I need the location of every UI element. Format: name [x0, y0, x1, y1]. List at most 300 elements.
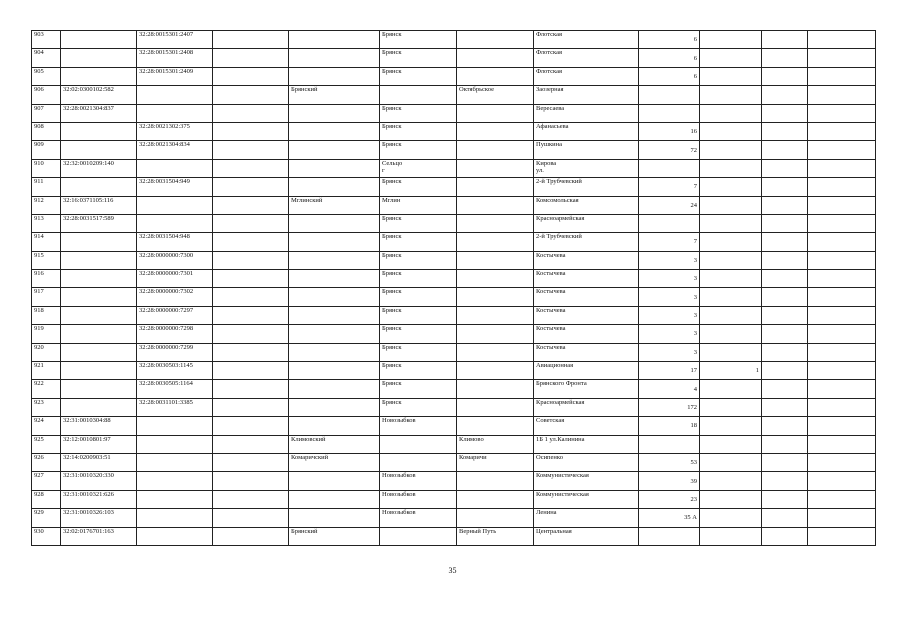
- city-cell: Новозыбков: [380, 417, 457, 435]
- flat-cell: [762, 104, 808, 122]
- cadastral-number-land-cell: [61, 270, 137, 288]
- table-row: [32, 490, 876, 508]
- city-cell: Брянск: [380, 31, 457, 49]
- note-cell: [808, 398, 876, 416]
- flat-cell: [762, 509, 808, 527]
- house-cell: 72: [639, 141, 700, 159]
- house-cell: 3: [639, 270, 700, 288]
- city-cell: Брянск: [380, 178, 457, 196]
- building-cell: [700, 214, 762, 232]
- flat-cell: [762, 86, 808, 104]
- city-cell: Брянск: [380, 104, 457, 122]
- cadastral-number-building-cell: 32:28:0021304:834: [137, 141, 213, 159]
- settlement-cell: [457, 104, 534, 122]
- street-cell: Авиационная: [534, 362, 639, 380]
- settlement-cell: [457, 251, 534, 269]
- district-cell: [289, 490, 380, 508]
- settlement-cell: [457, 380, 534, 398]
- flat-cell: [762, 435, 808, 453]
- settlement-cell: [457, 472, 534, 490]
- district-cell: [289, 159, 380, 177]
- building-cell: [700, 288, 762, 306]
- house-cell: [639, 159, 700, 177]
- row-number-cell: 923: [32, 398, 61, 416]
- building-cell: [700, 472, 762, 490]
- table-row: [32, 325, 876, 343]
- building-cell: [700, 141, 762, 159]
- city-cell: [380, 435, 457, 453]
- table-row: [32, 417, 876, 435]
- cadastral-number-building-cell: 32:28:0000000:7300: [137, 251, 213, 269]
- row-number-cell: 903: [32, 31, 61, 49]
- building-cell: [700, 509, 762, 527]
- col-empty-1-cell: [213, 31, 289, 49]
- cadastral-number-land-cell: [61, 398, 137, 416]
- district-cell: [289, 141, 380, 159]
- settlement-cell: [457, 141, 534, 159]
- house-cell: 3: [639, 306, 700, 324]
- col-empty-1-cell: [213, 527, 289, 545]
- cadastral-number-land-cell: [61, 251, 137, 269]
- table-row: [32, 159, 876, 177]
- cadastral-number-land-cell: [61, 362, 137, 380]
- district-cell: [289, 31, 380, 49]
- building-cell: [700, 67, 762, 85]
- cadastral-number-building-cell: 32:28:0030505:1164: [137, 380, 213, 398]
- house-cell: 7: [639, 233, 700, 251]
- page-number: 35: [448, 566, 457, 575]
- note-cell: [808, 141, 876, 159]
- house-cell: 4: [639, 380, 700, 398]
- city-cell: Брянск: [380, 398, 457, 416]
- cadastral-number-land-cell: 32:31:0010320:330: [61, 472, 137, 490]
- col-empty-1-cell: [213, 196, 289, 214]
- table-row: [32, 214, 876, 232]
- table-row: [32, 233, 876, 251]
- cadastral-number-building-cell: 32:28:0000000:7299: [137, 343, 213, 361]
- building-cell: [700, 159, 762, 177]
- row-number-cell: 913: [32, 214, 61, 232]
- district-cell: [289, 214, 380, 232]
- house-cell: 18: [639, 417, 700, 435]
- cadastral-number-land-cell: [61, 141, 137, 159]
- row-number-cell: 915: [32, 251, 61, 269]
- street-cell: Афанасьева: [534, 122, 639, 140]
- city-cell: [380, 527, 457, 545]
- settlement-cell: [457, 362, 534, 380]
- house-cell: 3: [639, 343, 700, 361]
- building-cell: [700, 178, 762, 196]
- house-cell: 3: [639, 251, 700, 269]
- street-cell: Костычева: [534, 251, 639, 269]
- cadastral-number-land-cell: 32:31:0010321:626: [61, 490, 137, 508]
- street-cell: Пушкина: [534, 141, 639, 159]
- city-cell: Брянск: [380, 49, 457, 67]
- row-number-cell: 925: [32, 435, 61, 453]
- col-empty-1-cell: [213, 159, 289, 177]
- col-empty-1-cell: [213, 325, 289, 343]
- table-row: [32, 343, 876, 361]
- table-row: [32, 122, 876, 140]
- row-number-cell: 920: [32, 343, 61, 361]
- building-cell: [700, 233, 762, 251]
- table-row: [32, 86, 876, 104]
- table-row: [32, 178, 876, 196]
- building-cell: [700, 527, 762, 545]
- district-cell: [289, 233, 380, 251]
- city-cell: Брянск: [380, 325, 457, 343]
- row-number-cell: 905: [32, 67, 61, 85]
- cadastral-number-building-cell: [137, 453, 213, 471]
- house-cell: 53: [639, 453, 700, 471]
- settlement-cell: [457, 159, 534, 177]
- building-cell: [700, 435, 762, 453]
- flat-cell: [762, 178, 808, 196]
- street-cell: Костычева: [534, 288, 639, 306]
- note-cell: [808, 509, 876, 527]
- register-table: [31, 30, 876, 546]
- col-empty-1-cell: [213, 270, 289, 288]
- street-cell: Флотская: [534, 67, 639, 85]
- city-cell: [380, 86, 457, 104]
- col-empty-1-cell: [213, 214, 289, 232]
- settlement-cell: [457, 214, 534, 232]
- note-cell: [808, 122, 876, 140]
- cadastral-number-land-cell: 32:14:0200903:51: [61, 453, 137, 471]
- district-cell: [289, 178, 380, 196]
- row-number-cell: 918: [32, 306, 61, 324]
- row-number-cell: 926: [32, 453, 61, 471]
- cadastral-number-building-cell: 32:28:0000000:7297: [137, 306, 213, 324]
- house-cell: 16: [639, 122, 700, 140]
- city-cell: Брянск: [380, 288, 457, 306]
- note-cell: [808, 178, 876, 196]
- street-cell: Ленина: [534, 509, 639, 527]
- table-row: [32, 472, 876, 490]
- row-number-cell: 911: [32, 178, 61, 196]
- table-row: [32, 509, 876, 527]
- cadastral-number-land-cell: 32:12:0010801:97: [61, 435, 137, 453]
- flat-cell: [762, 214, 808, 232]
- settlement-cell: Октябрьское: [457, 86, 534, 104]
- cadastral-number-building-cell: [137, 472, 213, 490]
- street-cell: Красноармейская: [534, 398, 639, 416]
- building-cell: [700, 417, 762, 435]
- city-cell: Брянск: [380, 233, 457, 251]
- cadastral-number-land-cell: [61, 31, 137, 49]
- building-cell: 1: [700, 362, 762, 380]
- flat-cell: [762, 527, 808, 545]
- cadastral-number-building-cell: [137, 417, 213, 435]
- note-cell: [808, 31, 876, 49]
- district-cell: Мглинский: [289, 196, 380, 214]
- row-number-cell: 916: [32, 270, 61, 288]
- col-empty-1-cell: [213, 67, 289, 85]
- register-rows: [32, 31, 876, 546]
- street-cell: Коммунистическая: [534, 490, 639, 508]
- cadastral-number-building-cell: [137, 490, 213, 508]
- table-row: [32, 288, 876, 306]
- settlement-cell: [457, 343, 534, 361]
- settlement-cell: [457, 270, 534, 288]
- cadastral-number-building-cell: 32:28:0031504:948: [137, 233, 213, 251]
- cadastral-number-land-cell: [61, 325, 137, 343]
- note-cell: [808, 435, 876, 453]
- district-cell: Климовский: [289, 435, 380, 453]
- note-cell: [808, 270, 876, 288]
- district-cell: [289, 380, 380, 398]
- building-cell: [700, 380, 762, 398]
- table-row: [32, 141, 876, 159]
- note-cell: [808, 159, 876, 177]
- table-row: [32, 31, 876, 49]
- flat-cell: [762, 196, 808, 214]
- cadastral-number-building-cell: 32:28:0000000:7302: [137, 288, 213, 306]
- col-empty-1-cell: [213, 343, 289, 361]
- building-cell: [700, 453, 762, 471]
- city-cell: Брянск: [380, 343, 457, 361]
- district-cell: [289, 288, 380, 306]
- street-cell: Брянского Фронта: [534, 380, 639, 398]
- flat-cell: [762, 325, 808, 343]
- city-cell: Брянск: [380, 270, 457, 288]
- city-cell: Брянск: [380, 380, 457, 398]
- note-cell: [808, 490, 876, 508]
- cadastral-number-land-cell: 32:02:0300102:582: [61, 86, 137, 104]
- street-cell: Костычева: [534, 270, 639, 288]
- row-number-cell: 908: [32, 122, 61, 140]
- cadastral-number-building-cell: 32:28:0031101:3385: [137, 398, 213, 416]
- flat-cell: [762, 141, 808, 159]
- col-empty-1-cell: [213, 141, 289, 159]
- city-cell: Брянск: [380, 362, 457, 380]
- house-cell: 24: [639, 196, 700, 214]
- city-cell: Сельцо г: [380, 159, 457, 177]
- settlement-cell: [457, 31, 534, 49]
- flat-cell: [762, 417, 808, 435]
- cadastral-number-land-cell: [61, 306, 137, 324]
- street-cell: Флотская: [534, 49, 639, 67]
- flat-cell: [762, 490, 808, 508]
- district-cell: [289, 49, 380, 67]
- house-cell: 35 А: [639, 509, 700, 527]
- settlement-cell: [457, 67, 534, 85]
- street-cell: Костычева: [534, 325, 639, 343]
- cadastral-number-building-cell: 32:28:0000000:7301: [137, 270, 213, 288]
- flat-cell: [762, 49, 808, 67]
- settlement-cell: [457, 417, 534, 435]
- settlement-cell: [457, 288, 534, 306]
- city-cell: Новозыбков: [380, 509, 457, 527]
- house-cell: [639, 435, 700, 453]
- cadastral-number-land-cell: [61, 122, 137, 140]
- col-empty-1-cell: [213, 178, 289, 196]
- settlement-cell: [457, 178, 534, 196]
- table-row: [32, 104, 876, 122]
- row-number-cell: 912: [32, 196, 61, 214]
- note-cell: [808, 67, 876, 85]
- district-cell: [289, 122, 380, 140]
- note-cell: [808, 196, 876, 214]
- district-cell: [289, 104, 380, 122]
- street-cell: Центральная: [534, 527, 639, 545]
- district-cell: [289, 417, 380, 435]
- building-cell: [700, 122, 762, 140]
- note-cell: [808, 417, 876, 435]
- col-empty-1-cell: [213, 380, 289, 398]
- house-cell: [639, 214, 700, 232]
- note-cell: [808, 214, 876, 232]
- house-cell: 3: [639, 325, 700, 343]
- flat-cell: [762, 31, 808, 49]
- district-cell: [289, 67, 380, 85]
- district-cell: [289, 270, 380, 288]
- district-cell: [289, 362, 380, 380]
- district-cell: [289, 325, 380, 343]
- city-cell: Брянск: [380, 122, 457, 140]
- cadastral-number-land-cell: 32:31:0010326:103: [61, 509, 137, 527]
- row-number-cell: 924: [32, 417, 61, 435]
- col-empty-1-cell: [213, 306, 289, 324]
- flat-cell: [762, 67, 808, 85]
- table-row: [32, 527, 876, 545]
- district-cell: Брянский: [289, 527, 380, 545]
- row-number-cell: 919: [32, 325, 61, 343]
- note-cell: [808, 104, 876, 122]
- cadastral-number-land-cell: [61, 49, 137, 67]
- flat-cell: [762, 453, 808, 471]
- building-cell: [700, 343, 762, 361]
- building-cell: [700, 86, 762, 104]
- street-cell: Советская: [534, 417, 639, 435]
- col-empty-1-cell: [213, 251, 289, 269]
- cadastral-number-building-cell: [137, 196, 213, 214]
- house-cell: 6: [639, 67, 700, 85]
- building-cell: [700, 306, 762, 324]
- row-number-cell: 907: [32, 104, 61, 122]
- cadastral-number-building-cell: 32:28:0015301:2409: [137, 67, 213, 85]
- row-number-cell: 906: [32, 86, 61, 104]
- table-row: [32, 49, 876, 67]
- col-empty-1-cell: [213, 86, 289, 104]
- building-cell: [700, 325, 762, 343]
- building-cell: [700, 104, 762, 122]
- house-cell: [639, 104, 700, 122]
- flat-cell: [762, 159, 808, 177]
- cadastral-number-building-cell: 32:28:0031504:949: [137, 178, 213, 196]
- street-cell: Красноармейская: [534, 214, 639, 232]
- col-empty-1-cell: [213, 398, 289, 416]
- building-cell: [700, 196, 762, 214]
- table-row: [32, 270, 876, 288]
- street-cell: 2-й Трубчевский: [534, 233, 639, 251]
- flat-cell: [762, 362, 808, 380]
- row-number-cell: 927: [32, 472, 61, 490]
- settlement-cell: [457, 490, 534, 508]
- house-cell: 39: [639, 472, 700, 490]
- note-cell: [808, 472, 876, 490]
- cadastral-number-building-cell: [137, 214, 213, 232]
- row-number-cell: 928: [32, 490, 61, 508]
- note-cell: [808, 233, 876, 251]
- district-cell: Комаричский: [289, 453, 380, 471]
- row-number-cell: 914: [32, 233, 61, 251]
- city-cell: [380, 453, 457, 471]
- flat-cell: [762, 472, 808, 490]
- cadastral-number-building-cell: 32:28:0015301:2408: [137, 49, 213, 67]
- table-row: [32, 67, 876, 85]
- flat-cell: [762, 343, 808, 361]
- house-cell: 6: [639, 49, 700, 67]
- table-row: [32, 306, 876, 324]
- col-empty-1-cell: [213, 417, 289, 435]
- settlement-cell: [457, 233, 534, 251]
- settlement-cell: Комаричи: [457, 453, 534, 471]
- note-cell: [808, 527, 876, 545]
- settlement-cell: Верный Путь: [457, 527, 534, 545]
- street-cell: Костычева: [534, 306, 639, 324]
- col-empty-1-cell: [213, 104, 289, 122]
- col-empty-1-cell: [213, 288, 289, 306]
- col-empty-1-cell: [213, 233, 289, 251]
- settlement-cell: [457, 325, 534, 343]
- row-number-cell: 904: [32, 49, 61, 67]
- note-cell: [808, 49, 876, 67]
- settlement-cell: [457, 196, 534, 214]
- cadastral-number-land-cell: [61, 178, 137, 196]
- city-cell: Новозыбков: [380, 490, 457, 508]
- col-empty-1-cell: [213, 435, 289, 453]
- row-number-cell: 917: [32, 288, 61, 306]
- street-cell: Осипенко: [534, 453, 639, 471]
- street-cell: Флотская: [534, 31, 639, 49]
- district-cell: [289, 509, 380, 527]
- cadastral-number-land-cell: [61, 288, 137, 306]
- cadastral-number-land-cell: [61, 343, 137, 361]
- row-number-cell: 929: [32, 509, 61, 527]
- city-cell: Брянск: [380, 67, 457, 85]
- city-cell: Брянск: [380, 141, 457, 159]
- cadastral-number-building-cell: 32:28:0021302:375: [137, 122, 213, 140]
- cadastral-number-land-cell: [61, 380, 137, 398]
- street-cell: Костычева: [534, 343, 639, 361]
- house-cell: 6: [639, 31, 700, 49]
- city-cell: Новозыбков: [380, 472, 457, 490]
- note-cell: [808, 251, 876, 269]
- building-cell: [700, 251, 762, 269]
- col-empty-1-cell: [213, 49, 289, 67]
- building-cell: [700, 398, 762, 416]
- settlement-cell: [457, 306, 534, 324]
- flat-cell: [762, 306, 808, 324]
- table-row: [32, 398, 876, 416]
- cadastral-number-building-cell: 32:28:0015301:2407: [137, 31, 213, 49]
- cadastral-number-building-cell: 32:28:0030503:1145: [137, 362, 213, 380]
- cadastral-number-building-cell: [137, 86, 213, 104]
- house-cell: [639, 86, 700, 104]
- house-cell: 3: [639, 288, 700, 306]
- district-cell: [289, 472, 380, 490]
- flat-cell: [762, 398, 808, 416]
- cadastral-number-land-cell: [61, 233, 137, 251]
- street-cell: 2-й Трубчевский: [534, 178, 639, 196]
- flat-cell: [762, 288, 808, 306]
- house-cell: 23: [639, 490, 700, 508]
- note-cell: [808, 380, 876, 398]
- settlement-cell: [457, 398, 534, 416]
- note-cell: [808, 453, 876, 471]
- street-cell: Заозерная: [534, 86, 639, 104]
